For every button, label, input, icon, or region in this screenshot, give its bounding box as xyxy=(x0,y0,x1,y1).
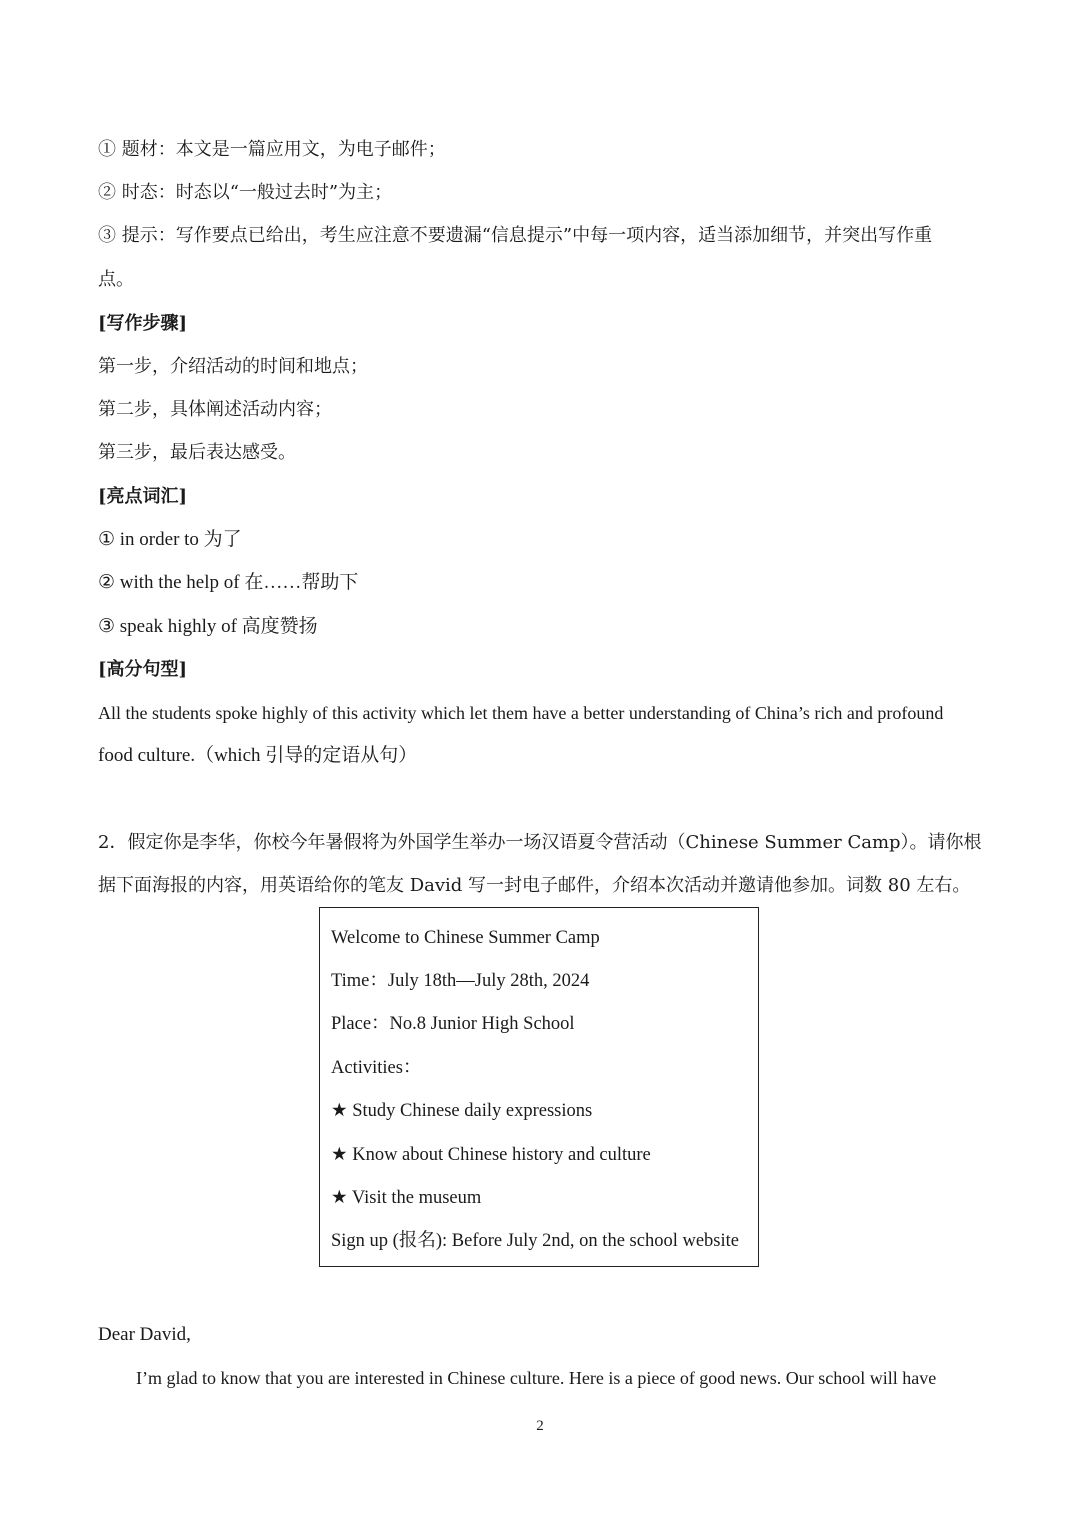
analysis-item-topic: ① 题材：本文是一篇应用文，为电子邮件； xyxy=(98,139,446,160)
vocab-item-1: ① in order to 为了 xyxy=(98,529,242,550)
poster-time: Time：July 18th—July 28th, 2024 xyxy=(331,971,590,991)
question2-line-1: 2．假定你是李华，你校今年暑假将为外国学生举办一场汉语夏令营活动（Chinese Summer Camp）。请你根 xyxy=(98,832,982,853)
analysis-item-tense: ② 时态：时态以“一般过去时”为主； xyxy=(98,182,393,203)
poster-activities-label: Activities： xyxy=(331,1058,422,1078)
letter-body-line-1: I’m glad to know that you are interested in Chinese culture. Here is a piece of good news. Our school will have xyxy=(136,1368,937,1388)
analysis-item-tips-line2: 点。 xyxy=(98,269,134,290)
poster-place: Place：No.8 Junior High School xyxy=(331,1014,575,1034)
question2-line-2: 据下面海报的内容，用英语给你的笔友 David 写一封电子邮件，介绍本次活动并邀请他参加。词数 80 左右。 xyxy=(98,875,971,896)
steps-heading: [写作步骤] xyxy=(98,313,188,334)
sentence-line-2: food culture.（which 引导的定语从句） xyxy=(98,745,418,766)
poster-activity-1: ★ Study Chinese daily expressions xyxy=(331,1101,593,1121)
poster-activity-2: ★ Know about Chinese history and culture xyxy=(331,1145,651,1165)
step-item-2: 第二步，具体阐述活动内容； xyxy=(98,399,332,420)
camp-poster xyxy=(319,907,759,1267)
letter-greeting: Dear David, xyxy=(98,1324,191,1345)
poster-signup: Sign up (报名): Before July 2nd, on the school website xyxy=(331,1231,739,1251)
vocab-item-3: ③ speak highly of 高度赞扬 xyxy=(98,616,318,637)
poster-title: Welcome to Chinese Summer Camp xyxy=(331,928,600,948)
poster-activity-3: ★ Visit the museum xyxy=(331,1188,482,1208)
sentence-line-1: All the students spoke highly of this activity which let them have a better understanding of China’s rich and profound xyxy=(98,703,944,723)
step-item-1: 第一步，介绍活动的时间和地点； xyxy=(98,356,368,377)
vocab-heading: [亮点词汇] xyxy=(98,486,188,507)
sentence-heading: [高分句型] xyxy=(98,659,188,680)
step-item-3: 第三步，最后表达感受。 xyxy=(98,442,296,463)
page-number: 2 xyxy=(536,1418,544,1434)
analysis-item-tips-line1: ③ 提示：写作要点已给出，考生应注意不要遗漏“信息提示”中每一项内容，适当添加细节，并突出写作重 xyxy=(98,225,933,246)
vocab-item-2: ② with the help of 在……帮助下 xyxy=(98,572,359,593)
